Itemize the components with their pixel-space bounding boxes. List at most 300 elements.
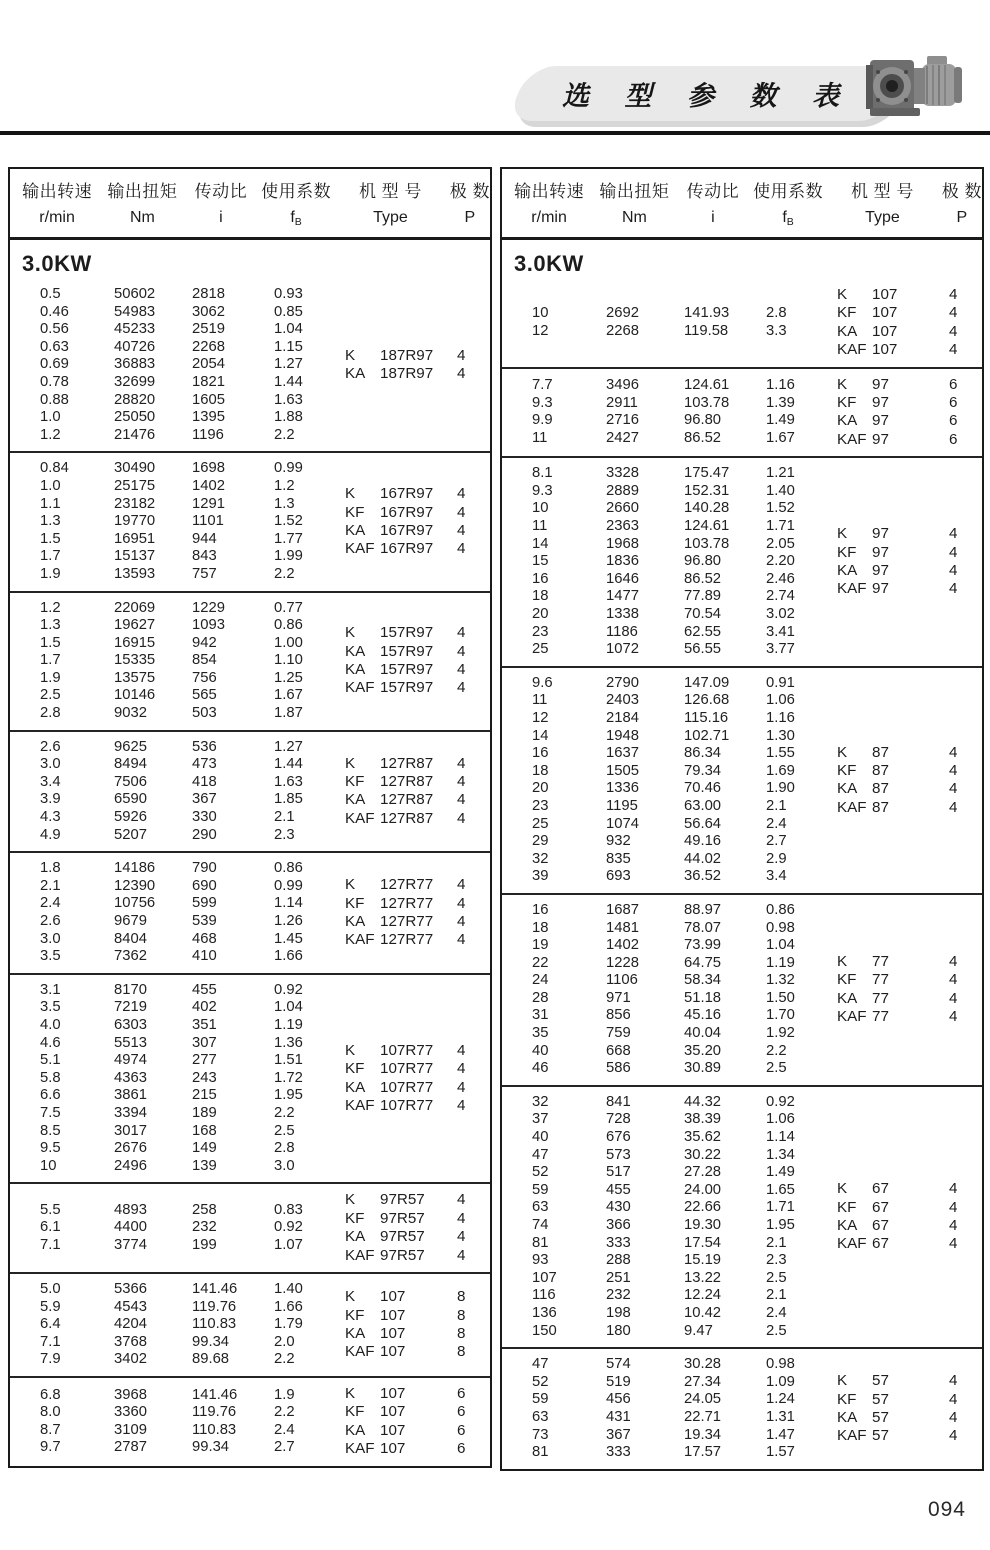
model-name bbox=[336, 679, 449, 697]
poles-cell: 4 bbox=[457, 876, 466, 894]
output-torque-cell: 9625 bbox=[114, 738, 147, 755]
ratio-cell: 40.04 bbox=[684, 1025, 722, 1042]
table-row bbox=[10, 409, 336, 427]
poles-cell: 4 bbox=[949, 304, 958, 322]
table-row bbox=[502, 675, 828, 693]
model-type-row bbox=[828, 341, 982, 359]
ratio-cell: 35.62 bbox=[684, 1129, 722, 1146]
service-factor-cell: 2.2 bbox=[274, 565, 295, 582]
ratio-cell: 243 bbox=[192, 1069, 217, 1086]
parameter-block bbox=[10, 730, 490, 852]
model-prefix: K bbox=[837, 953, 848, 971]
model-size: 127R77 bbox=[380, 913, 434, 930]
model-size: 167R97 bbox=[380, 521, 434, 539]
model-size: 107 bbox=[380, 1324, 406, 1342]
output-torque-cell: 2787 bbox=[114, 1439, 147, 1456]
output-torque-cell: 21476 bbox=[114, 426, 156, 443]
header-divider bbox=[0, 131, 990, 135]
table-row bbox=[502, 323, 828, 341]
model-type-row bbox=[336, 913, 490, 931]
service-factor-cell: 1.71 bbox=[766, 518, 795, 535]
poles-cell: 4 bbox=[457, 1228, 466, 1246]
col-poles bbox=[942, 177, 982, 228]
model-prefix: K bbox=[837, 1372, 848, 1390]
output-torque-cell: 2911 bbox=[606, 394, 638, 411]
output-speed-cell: 1.8 bbox=[40, 860, 61, 877]
ratio-cell: 119.76 bbox=[192, 1298, 237, 1315]
model-size: 97R57 bbox=[380, 1228, 425, 1246]
table-row bbox=[502, 412, 828, 430]
col-service-factor bbox=[753, 177, 823, 228]
service-factor-cell: 1.39 bbox=[766, 394, 795, 411]
table-row bbox=[10, 895, 336, 913]
ratio-cell: 565 bbox=[192, 687, 217, 704]
model-type-row bbox=[336, 773, 490, 791]
output-speed-cell: 59 bbox=[532, 1181, 549, 1198]
ratio-cell: 942 bbox=[192, 634, 217, 651]
output-speed-cell: 52 bbox=[532, 1164, 549, 1181]
output-torque-cell: 1646 bbox=[606, 570, 639, 587]
output-torque-cell: 586 bbox=[606, 1060, 631, 1077]
model-type-row bbox=[828, 1372, 982, 1390]
model-type-row bbox=[336, 1307, 490, 1325]
model-size: 87 bbox=[872, 798, 889, 816]
ratio-cell: 690 bbox=[192, 877, 217, 894]
output-speed-cell: 1.9 bbox=[40, 565, 61, 582]
model-type-row bbox=[828, 971, 982, 989]
ratio-cell: 110.83 bbox=[192, 1316, 237, 1333]
output-torque-cell: 1836 bbox=[606, 553, 639, 570]
model-name bbox=[336, 791, 449, 809]
col-ratio bbox=[673, 177, 753, 228]
model-type-row bbox=[336, 1191, 490, 1209]
service-factor-cell: 2.05 bbox=[766, 535, 795, 552]
model-name bbox=[336, 1191, 449, 1209]
model-prefix: KF bbox=[345, 1060, 365, 1078]
ratio-cell: 86.52 bbox=[684, 430, 722, 447]
model-name bbox=[336, 1288, 449, 1306]
model-name bbox=[336, 1210, 449, 1228]
poles-cell: 6 bbox=[457, 1384, 466, 1402]
model-type-row bbox=[336, 643, 490, 661]
model-name bbox=[828, 394, 941, 412]
table-row bbox=[10, 513, 336, 531]
ratio-cell: 58.34 bbox=[684, 972, 722, 989]
output-torque-cell: 2889 bbox=[606, 482, 639, 499]
service-factor-cell: 2.8 bbox=[274, 1140, 295, 1157]
output-torque-cell: 13575 bbox=[114, 669, 156, 686]
output-torque-cell: 30490 bbox=[114, 460, 156, 477]
ratio-cell: 35.20 bbox=[684, 1042, 722, 1059]
poles-cell: 4 bbox=[457, 1078, 466, 1096]
service-factor-cell: 1.55 bbox=[766, 745, 795, 762]
model-type-row bbox=[828, 431, 982, 449]
model-size: 107R77 bbox=[380, 1060, 434, 1078]
service-factor-cell: 1.87 bbox=[274, 705, 303, 722]
output-speed-cell: 5.5 bbox=[40, 1201, 61, 1218]
service-factor-cell: 0.99 bbox=[274, 460, 303, 477]
service-factor-cell: 1.88 bbox=[274, 409, 303, 426]
table-row bbox=[10, 1052, 336, 1070]
model-prefix: KF bbox=[345, 503, 365, 521]
output-torque-cell: 5926 bbox=[114, 809, 147, 826]
poles-cell: 4 bbox=[457, 503, 466, 521]
output-speed-cell: 6.4 bbox=[40, 1316, 61, 1333]
output-torque-cell: 14186 bbox=[114, 860, 156, 877]
model-prefix: KAF bbox=[345, 679, 375, 697]
model-prefix: K bbox=[345, 1384, 356, 1402]
poles-cell: 4 bbox=[457, 1096, 466, 1114]
data-column bbox=[10, 1387, 336, 1457]
model-size: 157R97 bbox=[380, 642, 434, 660]
ratio-cell: 290 bbox=[192, 826, 217, 843]
ratio-cell: 539 bbox=[192, 913, 217, 929]
data-column bbox=[10, 982, 336, 1176]
model-type-row bbox=[336, 679, 490, 697]
output-speed-cell: 32 bbox=[532, 1093, 549, 1110]
service-factor-cell: 0.92 bbox=[766, 1093, 795, 1110]
table-row bbox=[502, 1147, 828, 1165]
table-row bbox=[10, 913, 336, 931]
output-torque-cell: 367 bbox=[606, 1426, 631, 1443]
col-model bbox=[823, 177, 942, 228]
model-type-row bbox=[828, 376, 982, 394]
output-torque-cell: 1477 bbox=[606, 588, 639, 605]
output-speed-cell: 4.6 bbox=[40, 1034, 61, 1051]
poles-cell: 6 bbox=[457, 1440, 466, 1458]
model-type-row bbox=[336, 1042, 490, 1060]
model-name bbox=[828, 990, 941, 1008]
data-column bbox=[502, 1094, 828, 1340]
output-speed-cell: 1.3 bbox=[40, 617, 61, 634]
model-name bbox=[828, 1180, 941, 1198]
output-speed-cell: 11 bbox=[532, 518, 548, 535]
model-type-row bbox=[336, 1403, 490, 1421]
ratio-cell: 15.19 bbox=[684, 1252, 722, 1269]
table-row bbox=[502, 728, 828, 746]
service-factor-cell: 0.86 bbox=[274, 617, 303, 634]
ratio-cell: 24.00 bbox=[684, 1181, 722, 1198]
output-torque-cell: 3394 bbox=[114, 1104, 147, 1121]
page-title bbox=[518, 66, 897, 121]
ratio-cell: 27.28 bbox=[684, 1164, 722, 1181]
model-prefix: KF bbox=[345, 1209, 365, 1227]
col-service-factor-unit: $f_B$ bbox=[290, 209, 302, 228]
model-name bbox=[336, 1440, 449, 1458]
table-row bbox=[502, 1199, 828, 1217]
table-row bbox=[10, 670, 336, 688]
table-row bbox=[10, 635, 336, 653]
model-size: 107R77 bbox=[380, 1096, 434, 1114]
table-body bbox=[10, 240, 490, 1466]
ratio-cell: 1093 bbox=[192, 617, 225, 634]
table-row bbox=[10, 931, 336, 949]
output-torque-cell: 5366 bbox=[114, 1280, 147, 1297]
output-torque-cell: 2268 bbox=[606, 322, 639, 339]
service-factor-cell: 2.2 bbox=[274, 1404, 295, 1421]
poles-cell: 4 bbox=[457, 365, 466, 383]
table-row bbox=[10, 705, 336, 723]
model-prefix: KF bbox=[837, 761, 857, 779]
model-prefix: KA bbox=[345, 661, 366, 679]
table-row bbox=[10, 1158, 336, 1176]
model-name bbox=[336, 1060, 449, 1078]
model-type-row bbox=[828, 762, 982, 780]
col-service-factor-unit: $f_B$ bbox=[782, 209, 794, 228]
ratio-cell: 139 bbox=[192, 1157, 217, 1174]
output-torque-cell: 1195 bbox=[606, 797, 638, 814]
model-name bbox=[336, 643, 449, 661]
title-lozenge bbox=[506, 66, 910, 121]
model-size: 107 bbox=[872, 322, 898, 340]
service-factor-cell: 1.07 bbox=[274, 1236, 303, 1253]
output-speed-cell: 12 bbox=[532, 322, 549, 339]
data-column bbox=[502, 377, 828, 447]
output-torque-cell: 3861 bbox=[114, 1087, 147, 1104]
col-output-speed bbox=[10, 177, 104, 228]
table-row bbox=[502, 1182, 828, 1200]
output-speed-cell: 2.5 bbox=[40, 687, 61, 704]
model-name bbox=[828, 304, 941, 322]
service-factor-cell: 3.4 bbox=[766, 868, 787, 885]
ratio-cell: 168 bbox=[192, 1122, 217, 1139]
model-type-row bbox=[828, 394, 982, 412]
model-name bbox=[828, 744, 941, 762]
poles-cell: 4 bbox=[457, 679, 466, 697]
output-torque-cell: 573 bbox=[606, 1146, 631, 1163]
col-poles-cn: 极 数 bbox=[449, 182, 490, 201]
model-name bbox=[336, 1325, 449, 1343]
model-type-row bbox=[336, 876, 490, 894]
table-row bbox=[10, 600, 336, 618]
table-row bbox=[502, 1287, 828, 1305]
service-factor-cell: 0.83 bbox=[274, 1201, 303, 1218]
model-type-row bbox=[828, 323, 982, 341]
output-torque-cell: 574 bbox=[606, 1356, 631, 1373]
gearbox-illustration bbox=[864, 50, 964, 122]
model-name bbox=[828, 562, 941, 580]
table-row bbox=[502, 816, 828, 834]
model-prefix: KA bbox=[345, 1421, 366, 1439]
output-speed-cell: 9.6 bbox=[532, 674, 553, 691]
output-speed-cell: 6.8 bbox=[40, 1386, 61, 1403]
table-row bbox=[502, 1427, 828, 1445]
model-name bbox=[828, 525, 941, 543]
output-torque-cell: 4400 bbox=[114, 1219, 147, 1236]
model-name bbox=[828, 323, 941, 341]
table-header bbox=[502, 169, 982, 240]
service-factor-cell: 2.2 bbox=[274, 1104, 295, 1121]
model-size: 57 bbox=[872, 1427, 889, 1445]
model-prefix: K bbox=[345, 754, 356, 772]
col-output-torque bbox=[596, 177, 673, 228]
model-name bbox=[828, 1372, 941, 1390]
output-torque-cell: 455 bbox=[606, 1181, 631, 1198]
model-name bbox=[336, 913, 449, 931]
model-type-column bbox=[828, 1180, 982, 1254]
output-torque-cell: 430 bbox=[606, 1199, 631, 1216]
service-factor-cell: 1.70 bbox=[766, 1007, 795, 1024]
output-torque-cell: 50602 bbox=[114, 286, 156, 302]
output-speed-cell: 8.1 bbox=[532, 465, 553, 482]
model-type-column bbox=[336, 876, 490, 950]
model-type-row bbox=[336, 624, 490, 642]
output-speed-cell: 16 bbox=[532, 745, 549, 762]
output-speed-cell: 32 bbox=[532, 850, 549, 867]
output-torque-cell: 3968 bbox=[114, 1386, 147, 1403]
ratio-cell: 17.57 bbox=[684, 1444, 722, 1461]
model-size: 97R57 bbox=[380, 1246, 425, 1264]
output-torque-cell: 15335 bbox=[114, 652, 156, 669]
poles-cell: 4 bbox=[457, 661, 466, 679]
service-factor-cell: 1.71 bbox=[766, 1199, 795, 1216]
output-speed-cell: 5.9 bbox=[40, 1298, 61, 1315]
model-size: 67 bbox=[872, 1180, 889, 1198]
output-torque-cell: 7362 bbox=[114, 948, 147, 965]
table-row bbox=[10, 427, 336, 445]
service-factor-cell: 1.65 bbox=[766, 1181, 795, 1198]
col-model-unit: Type bbox=[865, 209, 900, 226]
service-factor-cell: 3.02 bbox=[766, 606, 795, 622]
output-torque-cell: 5513 bbox=[114, 1034, 147, 1051]
table-row bbox=[502, 1217, 828, 1235]
service-factor-cell: 1.34 bbox=[766, 1146, 795, 1163]
poles-cell: 4 bbox=[949, 761, 958, 779]
poles-cell: 4 bbox=[457, 1246, 466, 1264]
model-prefix: KF bbox=[345, 894, 365, 912]
output-speed-cell: 25 bbox=[532, 815, 549, 832]
service-factor-cell: 1.51 bbox=[274, 1052, 303, 1069]
service-factor-cell: 0.98 bbox=[766, 1356, 795, 1373]
model-prefix: K bbox=[837, 375, 848, 393]
ratio-cell: 468 bbox=[192, 930, 217, 947]
poles-cell: 8 bbox=[457, 1343, 466, 1361]
ratio-cell: 126.68 bbox=[684, 692, 730, 709]
table-row bbox=[10, 1219, 336, 1237]
output-speed-cell: 11 bbox=[532, 692, 548, 709]
table-row bbox=[502, 1111, 828, 1129]
service-factor-cell: 1.25 bbox=[274, 669, 303, 686]
model-type-row bbox=[336, 1210, 490, 1228]
table-row bbox=[502, 955, 828, 973]
service-factor-cell: 1.21 bbox=[766, 465, 795, 482]
table-row bbox=[10, 1439, 336, 1457]
output-speed-cell: 81 bbox=[532, 1234, 549, 1251]
parameter-block bbox=[502, 893, 982, 1085]
model-prefix: KF bbox=[837, 1198, 857, 1216]
model-type-row bbox=[336, 1079, 490, 1097]
ratio-cell: 854 bbox=[192, 652, 217, 669]
model-prefix: KF bbox=[345, 1403, 365, 1421]
poles-cell: 8 bbox=[457, 1306, 466, 1324]
model-name bbox=[828, 953, 941, 971]
table-row bbox=[10, 356, 336, 374]
output-speed-cell: 2.1 bbox=[40, 877, 61, 894]
output-speed-cell: 74 bbox=[532, 1217, 549, 1233]
output-speed-cell: 40 bbox=[532, 1129, 549, 1146]
output-torque-cell: 431 bbox=[606, 1408, 631, 1425]
ratio-cell: 503 bbox=[192, 705, 217, 722]
output-torque-cell: 28820 bbox=[114, 391, 156, 408]
output-torque-cell: 519 bbox=[606, 1373, 631, 1390]
model-type-row bbox=[336, 1325, 490, 1343]
service-factor-cell: 1.32 bbox=[766, 972, 795, 989]
output-torque-cell: 3017 bbox=[114, 1122, 147, 1139]
service-factor-cell: 2.2 bbox=[274, 426, 295, 443]
service-factor-cell: 1.30 bbox=[766, 727, 795, 744]
output-torque-cell: 693 bbox=[606, 868, 631, 885]
ratio-cell: 44.02 bbox=[684, 850, 722, 867]
model-size: 107 bbox=[872, 304, 898, 322]
table-row bbox=[502, 1007, 828, 1025]
table-row bbox=[502, 1323, 828, 1341]
service-factor-cell: 1.63 bbox=[274, 391, 303, 408]
ratio-cell: 149 bbox=[192, 1140, 217, 1157]
model-prefix: KA bbox=[345, 642, 366, 660]
poles-cell: 4 bbox=[457, 540, 466, 558]
model-name bbox=[336, 810, 449, 828]
col-model-cn: 机 型 号 bbox=[850, 182, 914, 201]
ratio-cell: 199 bbox=[192, 1236, 217, 1253]
output-torque-cell: 668 bbox=[606, 1042, 631, 1059]
service-factor-cell: 1.26 bbox=[274, 913, 303, 929]
col-output-speed-cn: 输出转速 bbox=[514, 182, 585, 201]
model-type-row bbox=[336, 522, 490, 540]
service-factor-cell: 1.3 bbox=[274, 495, 295, 512]
service-factor-cell: 1.67 bbox=[766, 430, 795, 447]
ratio-cell: 3062 bbox=[192, 303, 225, 320]
service-factor-cell: 1.49 bbox=[766, 412, 795, 429]
output-speed-cell: 3.9 bbox=[40, 791, 61, 808]
poles-cell: 4 bbox=[457, 1209, 466, 1227]
model-type-row bbox=[828, 1235, 982, 1253]
poles-cell: 4 bbox=[949, 1372, 958, 1390]
parameter-block bbox=[10, 591, 490, 730]
model-prefix: KA bbox=[837, 322, 858, 340]
poles-cell: 4 bbox=[457, 1060, 466, 1078]
output-torque-cell: 288 bbox=[606, 1252, 631, 1269]
output-torque-cell: 36883 bbox=[114, 356, 156, 373]
model-name bbox=[828, 412, 941, 430]
output-speed-cell: 1.2 bbox=[40, 426, 61, 443]
service-factor-cell: 3.77 bbox=[766, 641, 795, 658]
power-rating-label: 3.0KW bbox=[22, 251, 92, 276]
table-row bbox=[10, 1123, 336, 1141]
service-factor-cell: 1.72 bbox=[274, 1069, 303, 1086]
model-name bbox=[828, 1427, 941, 1445]
model-prefix: KF bbox=[837, 304, 857, 322]
output-speed-cell: 3.0 bbox=[40, 930, 61, 947]
table-row bbox=[502, 1356, 828, 1374]
model-type-column bbox=[828, 744, 982, 818]
output-speed-cell: 63 bbox=[532, 1408, 549, 1425]
ratio-cell: 63.00 bbox=[684, 797, 722, 814]
poles-cell: 4 bbox=[949, 743, 958, 761]
service-factor-cell: 1.66 bbox=[274, 948, 303, 965]
model-type-row bbox=[336, 755, 490, 773]
output-torque-cell: 9032 bbox=[114, 705, 147, 722]
output-torque-cell: 4363 bbox=[114, 1069, 147, 1086]
poles-cell: 4 bbox=[949, 580, 958, 598]
model-type-row bbox=[336, 485, 490, 503]
model-name bbox=[828, 580, 941, 598]
output-speed-cell: 40 bbox=[532, 1042, 549, 1059]
model-type-row bbox=[828, 1008, 982, 1026]
output-torque-cell: 333 bbox=[606, 1444, 631, 1461]
output-torque-cell: 15137 bbox=[114, 548, 156, 565]
service-factor-cell: 1.14 bbox=[274, 895, 303, 912]
service-factor-cell: 2.2 bbox=[274, 1351, 295, 1368]
